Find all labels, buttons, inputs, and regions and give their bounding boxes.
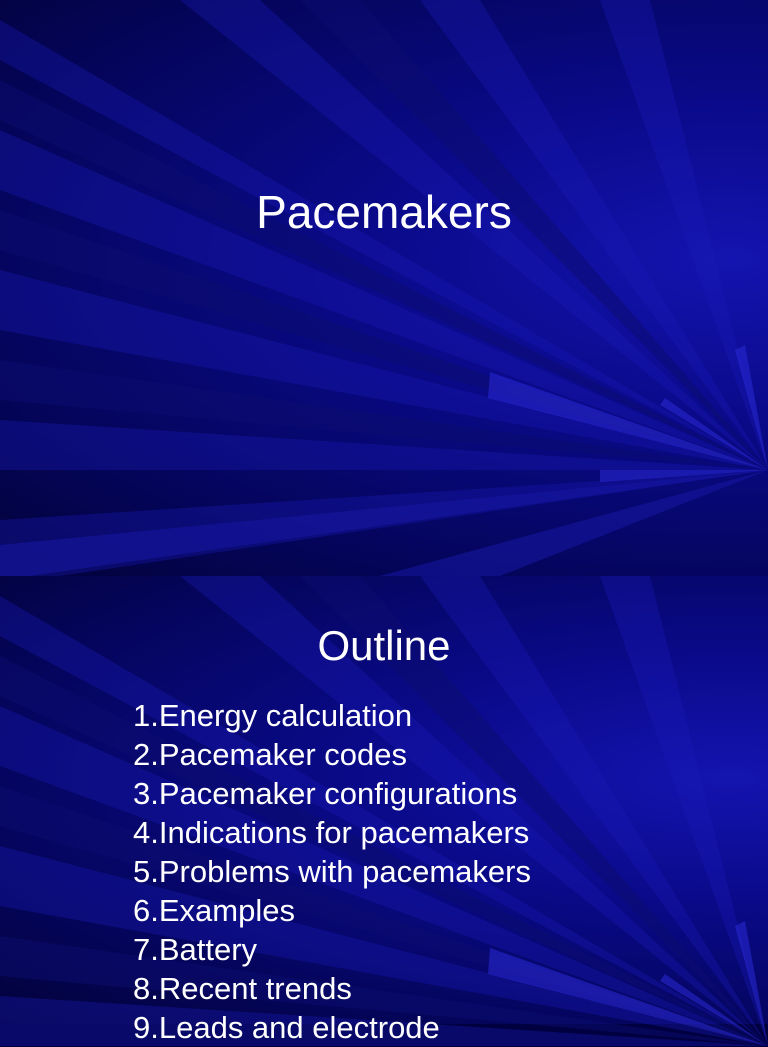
- list-item: 7.Battery: [133, 932, 258, 967]
- list-item: 3.Pacemaker configurations: [133, 776, 518, 811]
- outline-list: [133, 696, 531, 1047]
- list-item: 4.Indications for pacemakers: [133, 815, 530, 850]
- slide-title: Outline: [317, 622, 451, 669]
- list-item: 1.Energy calculation: [133, 698, 413, 733]
- list-item: 6.Examples: [133, 893, 295, 928]
- outline-slide: [0, 576, 768, 1045]
- slide-title: Pacemakers: [256, 186, 512, 238]
- list-item: 9.Leads and electrode: [133, 1010, 440, 1045]
- list-item: 2.Pacemaker codes: [133, 737, 407, 772]
- list-item: 5.Problems with pacemakers: [133, 854, 531, 889]
- list-item: 8.Recent trends: [133, 971, 352, 1006]
